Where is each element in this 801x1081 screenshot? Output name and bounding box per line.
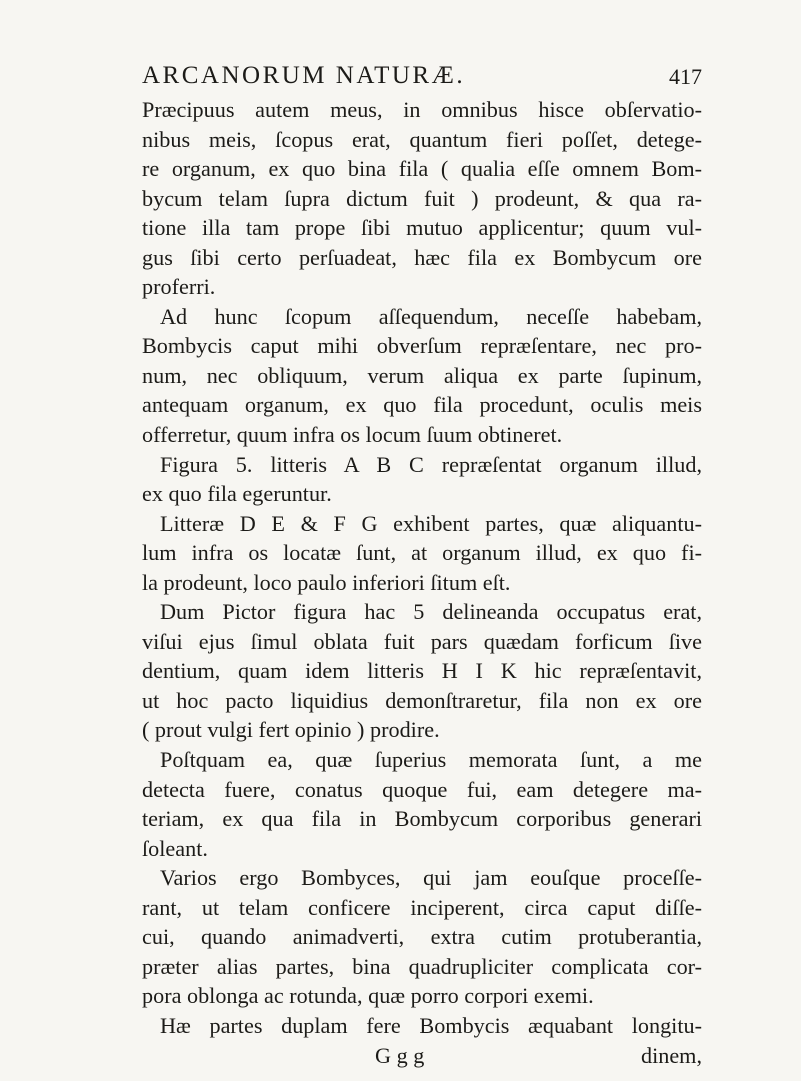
- text-line: Varios ergo Bombyces, qui jam eouſque proceſſe-: [160, 865, 702, 891]
- text-line: pora oblonga ac rotunda, quæ porro corpori exemi.: [142, 983, 594, 1009]
- text-line: Dum Pictor figura hac 5 delineanda occupatus erat,: [160, 599, 702, 625]
- text-line: Præcipuus autem meus, in omnibus hisce obſervatio-: [142, 97, 702, 122]
- text-line: detecta fuere, conatus quoque fui, eam detegere ma-: [142, 776, 702, 802]
- text-line: Poſtquam ea, quæ ſuperius memorata ſunt, a me: [160, 747, 702, 773]
- text-line: offerretur, quum infra os locum ſuum obtineret.: [142, 422, 563, 448]
- text-line: tione illa tam prope ſibi mutuo applicentur; quum vul-: [142, 215, 702, 241]
- text-line: Ad hunc ſcopum aſſequendum, neceſſe habebam,: [160, 303, 702, 329]
- page-header: [142, 62, 702, 96]
- text-line: rant, ut telam conficere inciperent, circa caput diſſe-: [142, 894, 702, 920]
- running-head: ARCANORUM NATURÆ.: [142, 62, 466, 89]
- page-number: 417: [669, 64, 702, 89]
- catchword: dinem,: [640, 1042, 702, 1068]
- text-line: re organum, ex quo bina fila ( qualia eſſe omnem Bom-: [142, 156, 702, 182]
- text-line: ut hoc pacto liquidius demonſtraretur, fila non ex ore: [142, 687, 702, 713]
- text-line: gus ſibi certo perſuadeat, hæc fila ex Bombycum ore: [142, 244, 702, 270]
- text-line: nibus meis, ſcopus erat, quantum fieri poſſet, detege-: [142, 126, 702, 152]
- text-line: viſui ejus ſimul oblata fuit pars quædam forficum ſive: [142, 628, 702, 654]
- text-line: dentium, quam idem litteris H I K hic repræſentavit,: [142, 658, 702, 684]
- text-line: Bombycis caput mihi obverſum repræſentare, nec pro-: [142, 333, 702, 359]
- signature-mark: G g g: [375, 1042, 425, 1068]
- text-line: ſoleant.: [142, 835, 208, 861]
- text-line: bycum telam ſupra dictum fuit ) prodeunt, & qua ra-: [142, 185, 702, 211]
- text-line: ( prout vulgi fert opinio ) prodire.: [142, 717, 440, 743]
- text-line: num, nec obliquum, verum aliqua ex parte ſupinum,: [142, 362, 702, 388]
- text-line: Hæ partes duplam fere Bombycis æquabant longitu-: [160, 1012, 702, 1038]
- text-line: la prodeunt, loco paulo inferiori ſitum eſt.: [142, 569, 511, 595]
- body-text: [142, 95, 702, 1070]
- text-line: antequam organum, ex quo fila procedunt, oculis meis: [142, 392, 702, 418]
- text-line: cui, quando animadverti, extra cutim protuberantia,: [142, 924, 702, 950]
- text-line: proferri.: [142, 274, 216, 300]
- text-line: ex quo fila egeruntur.: [142, 481, 332, 507]
- text-line: Figura 5. litteris A B C repræſentat organum illud,: [160, 451, 702, 477]
- page-footer: [142, 1041, 702, 1071]
- text-line: Litteræ D E & F G exhibent partes, quæ aliquantu-: [160, 510, 702, 536]
- text-line: præter alias partes, bina quadrupliciter complicata cor-: [142, 953, 702, 979]
- text-line: teriam, ex qua fila in Bombycum corporibus generari: [142, 806, 702, 832]
- text-line: lum infra os locatæ ſunt, at organum illud, ex quo fi-: [142, 540, 702, 566]
